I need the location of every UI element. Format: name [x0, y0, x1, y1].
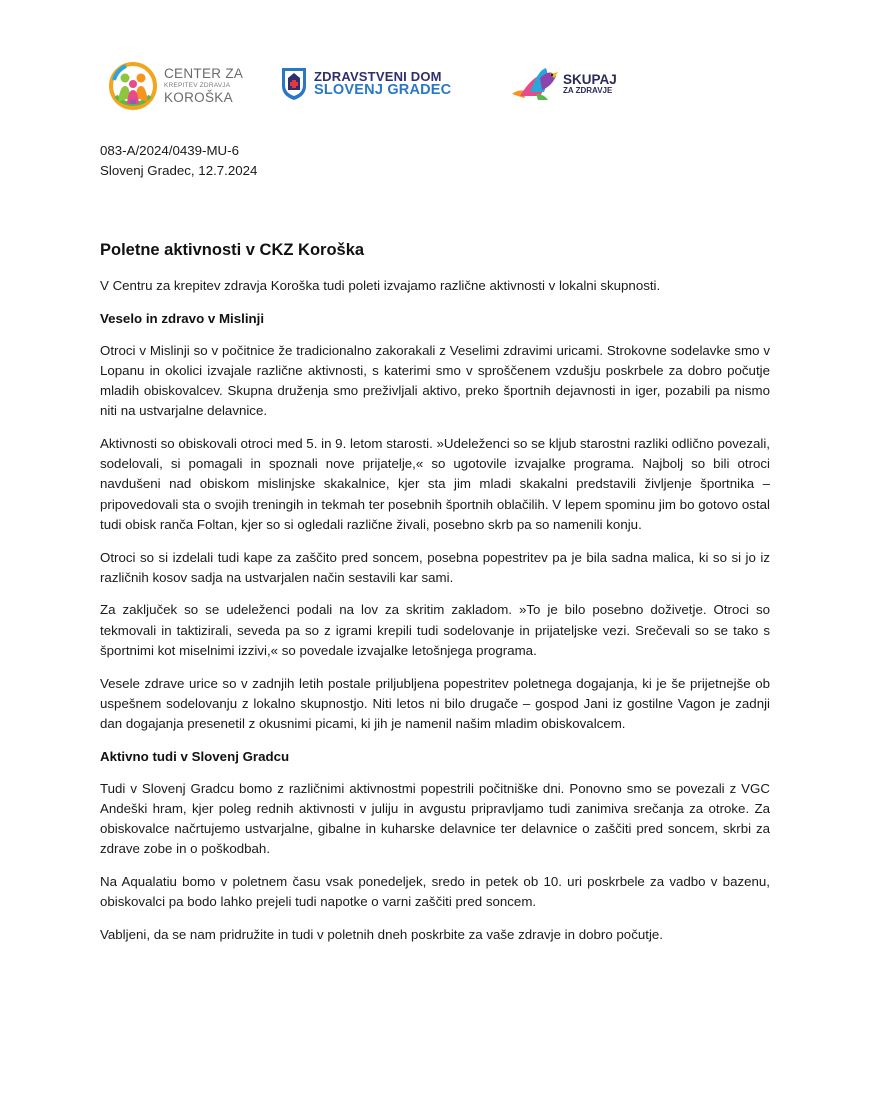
paragraph: Vabljeni, da se nam pridružite in tudi v poletnih dneh poskrbite za vaše zdravje in dobro počutje.: [100, 926, 663, 942]
ckz-logo-line2: KREPITEV ZDRAVJA: [164, 81, 231, 89]
document-body: [100, 238, 770, 958]
zd-logo-line1: ZDRAVSTVENI DOM: [314, 68, 442, 84]
zd-slovenj-gradec-logo: [280, 66, 451, 102]
skupaj-logo-line1: SKUPAJ: [563, 71, 617, 87]
zd-crest-icon: [280, 66, 308, 102]
bird-icon: [510, 64, 560, 104]
zd-logo-line2: SLOVENJ GRADEC: [314, 82, 452, 99]
paragraph: Otroci v Mislinji so v počitnice že tradicionalno zakorakali z Veselimi zdravimi uricami. Strokovne sodelavke smo v Lopanu in okolici izvajale različne aktivnosti, s katerimi smo v sproščenem vzdušju poskrbele za dobro počutje mladih obiskovalcev. Skupna druženja smo preživljali aktivo, preko športnih dejavnosti in iger, pozabili pa nismo niti na ustvarjalne delavnice.: [100, 342, 770, 419]
logo-bar: [108, 58, 668, 118]
reference-number: 083-A/2024/0439-MU-6: [100, 143, 239, 158]
paragraph: Tudi v Slovenj Gradcu bomo z različnimi aktivnostmi popestrili počitniške dni. Ponovno smo se povezali z VGC Andeški hram, kjer poleg rednih aktivnosti v juliju in avgustu pripravljamo tudi zanimiva srečanja za otroke. Za obiskovalce načrtujemo ustvarjalne, gibalne in kuharske delavnice ter delavnice o zaščiti pred soncem, skrbi za zdrave zobe in o poškodbah.: [100, 780, 770, 857]
section-heading-slovenj-gradec: Aktivno tudi v Slovenj Gradcu: [100, 748, 290, 764]
ckz-logo-line1: CENTER ZA: [164, 66, 244, 82]
place-date: Slovenj Gradec, 12.7.2024: [100, 163, 258, 178]
ckz-logo-line3: KOROŠKA: [164, 90, 233, 106]
paragraph: Vesele zdrave urice so v zadnjih letih postale priljubljena popestritev poletnega dogajanja, ki je še prijetnejše ob uspešnem sodelovanju z lokalno skupnostjo. Niti letos ni bilo drugače – gospod Jani iz gostilne Vagon je zadnji dan dogajanja presenetil z okusnimi picami, ki jih je namenil našim mladim obiskovalcem.: [100, 675, 770, 731]
skupaj-logo-line2: ZA ZDRAVJE: [563, 86, 613, 96]
paragraph: Aktivnosti so obiskovali otroci med 5. in 9. letom starosti. »Udeleženci so se kljub starostni razliki odlično povezali, sodelovali, si pomagali in spoznali nove prijatelje,« so ugotovile izvajalke programa. Najbolj so bili otroci navdušeni nad obiskom mislinjske skakalnice, kjer sta jim mladi skakalni predstavili življenje športnika – pripovedovali sta o svojih treningih in tekmah ter posebnih športnih oblačilih. V lepem spominu jim bo gotovo ostal tudi obisk ranča Foltan, kjer so si ogledali različne živali, posebno skrb pa so namenili konju.: [100, 436, 770, 532]
paragraph: Otroci so si izdelali tudi kape za zaščito pred soncem, posebna popestritev pa je bila sadna malica, ki so si jo iz različnih kosov sadja na ustvarjalen način sestavili kar sami.: [100, 549, 770, 585]
document-title: Poletne aktivnosti v CKZ Koroška: [100, 241, 365, 259]
paragraph: Na Aqualatiu bomo v poletnem času vsak ponedeljek, sredo in petek ob 10. uri poskrbele za vadbo v bazenu, obiskovalci pa bodo lahko prejeli tudi napotke o varni zaščiti pred soncem.: [100, 873, 770, 910]
document-meta: [100, 141, 257, 181]
intro-paragraph: V Centru za krepitev zdravja Koroška tudi poleti izvajamo različne aktivnosti v lokalni skupnosti.: [100, 278, 661, 293]
paragraph: Za zaključek so se udeleženci podali na lov za skritim zakladom. »To je bilo posebno doživetje. Otroci so tekmovali in taktizirali, seveda pa so z igrami krepili tudi sodelovanje in prijateljske vezi. Srečevali so se tako s športnimi kot miselnimi izzivi,« so povedale izvajalke letošnjega programa.: [100, 602, 770, 658]
ckz-family-icon: [108, 58, 158, 114]
ckz-koroska-logo: [108, 58, 243, 114]
skupaj-za-zdravje-logo: [510, 64, 617, 104]
section-heading-mislinja: Veselo in zdravo v Mislinji: [100, 310, 265, 326]
